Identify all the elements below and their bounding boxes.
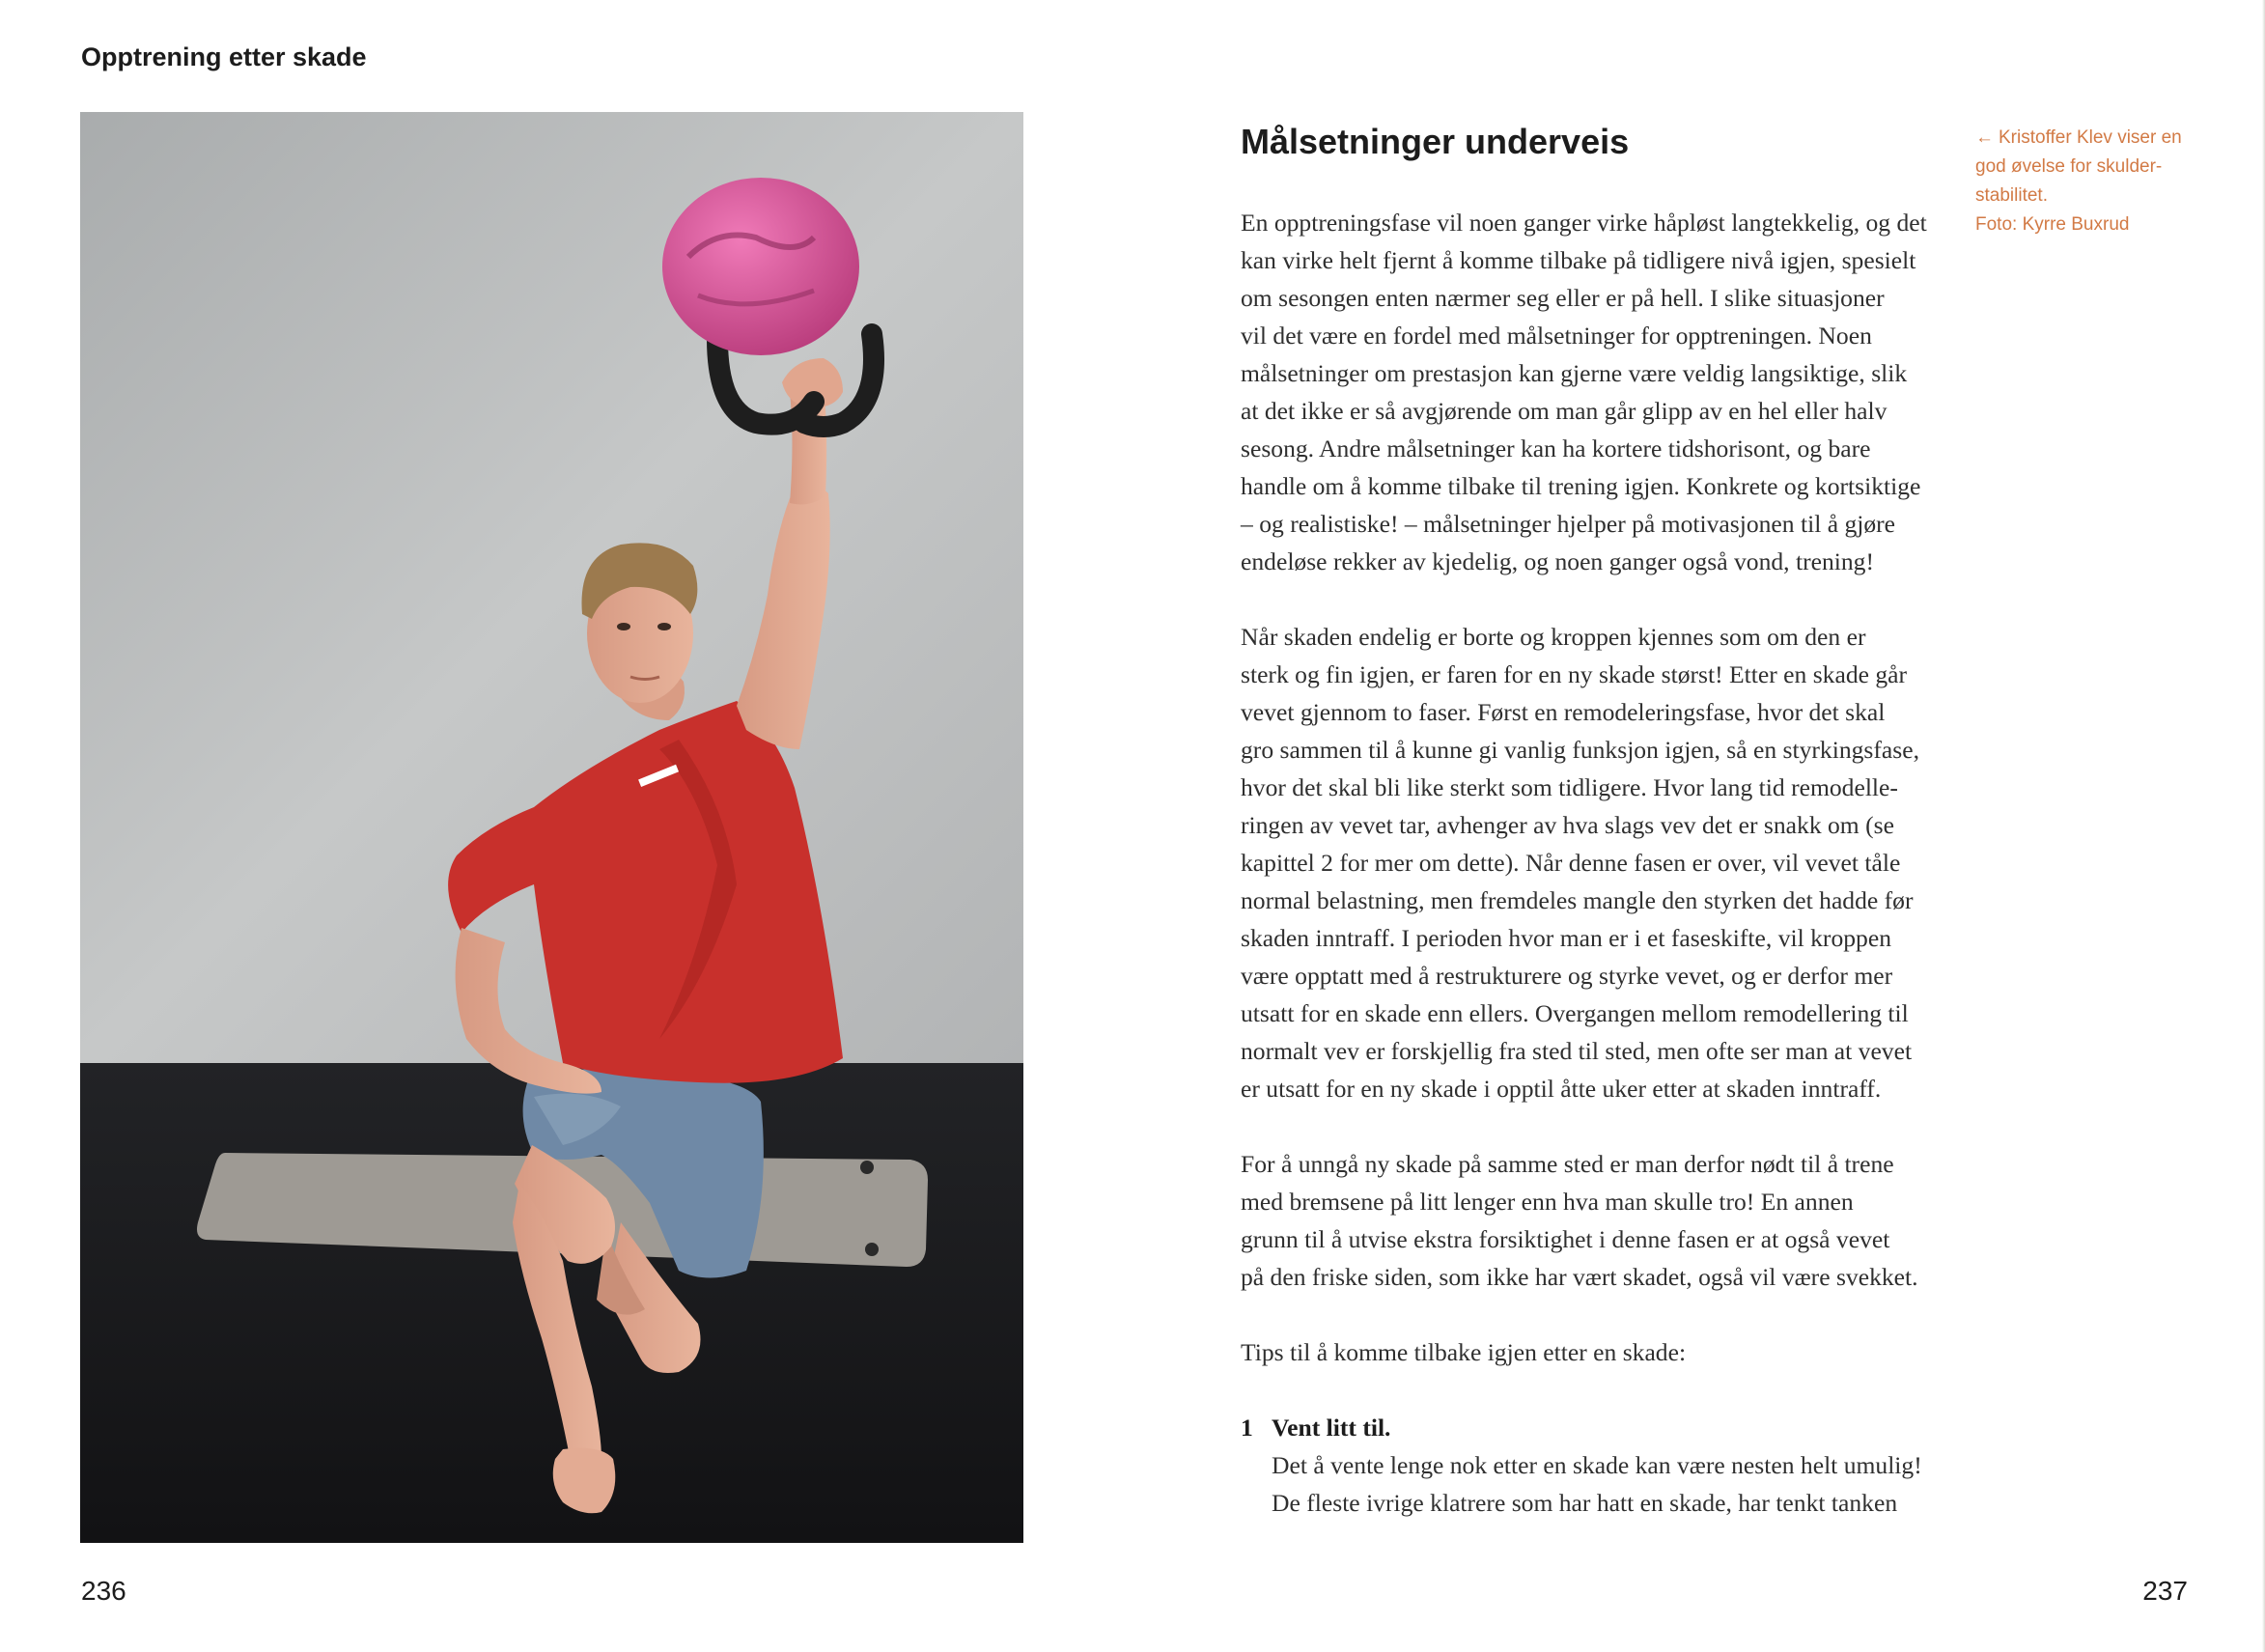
text-line: Tips til å komme tilbake igjen etter en skade: (1241, 1338, 1687, 1366)
text-line: om sesongen enten nærmer seg eller er på hell. I slike situasjoner (1241, 284, 1885, 312)
text-line: gro sammen til å kunne gi vanlig funksjon igjen, så en styrkingsfase, (1241, 736, 1919, 764)
paragraph-1 (1241, 204, 1938, 580)
text-line: Når skaden endelig er borte og kroppen kjennes som om den er (1241, 623, 1866, 651)
body-text (1241, 204, 1938, 1522)
text-line: kapittel 2 for mer om dette). Når denne fasen er over, vil vevet tåle (1241, 849, 1901, 877)
page-number-right: 237 (2142, 1576, 2188, 1606)
text-line: sterk og fin igjen, er faren for en ny skade størst! Etter en skade går (1241, 660, 1908, 688)
paragraph-2 (1241, 618, 1938, 1107)
photo-caption (1975, 124, 2207, 239)
text-line: vil det være en fordel med målsetninger for opptreningen. Noen (1241, 322, 1872, 350)
section-heading: Målsetninger underveis (1241, 122, 1630, 161)
text-line: normalt vev er forskjellig fra sted til sted, men ofte ser man at vevet (1241, 1037, 1913, 1065)
running-head: Opptrening etter skade (81, 42, 367, 71)
caption-line: god øvelse for skulder- (1975, 156, 2163, 177)
text-line: grunn til å utvise ekstra forsiktighet i denne fasen er at også vevet (1241, 1225, 1890, 1253)
text-line: For å unngå ny skade på samme sted er man derfor nødt til å trene (1241, 1150, 1894, 1178)
list-number: 1 (1241, 1414, 1253, 1442)
paragraph-3 (1241, 1145, 1938, 1296)
kettlebell (662, 178, 859, 355)
text-line: utsatt for en skade enn ellers. Overgangen mellom remodellering til (1241, 999, 1909, 1027)
text-line: – og realistiske! – målsetninger hjelper på motivasjonen til å gjøre (1241, 510, 1896, 538)
caption-line: Kristoffer Klev viser en (1999, 127, 2182, 148)
text-line: kan virke helt fjernt å komme tilbake på tidligere nivå igjen, spesielt (1241, 246, 1916, 274)
page-number-left: 236 (81, 1576, 126, 1606)
text-line: hvor det skal bli like sterkt som tidligere. Hvor lang tid remodelle- (1241, 773, 1898, 801)
text-line: at det ikke er så avgjørende om man går glipp av en hel eller halv (1241, 397, 1888, 425)
text-line: vevet gjennom to faser. Først en remodeleringsfase, hvor det skal (1241, 698, 1886, 726)
text-line: med bremsene på litt lenger enn hva man skulle tro! En annen (1241, 1188, 1854, 1216)
caption-line: stabilitet. (1975, 185, 2048, 206)
text-line: på den friske siden, som ikke har vært skadet, også vil være svekket. (1241, 1263, 1918, 1291)
arrow-left-icon: ← (1975, 127, 1994, 148)
text-line: handle om å komme tilbake til trening igjen. Konkrete og kortsiktige (1241, 472, 1921, 500)
paragraph-4 (1241, 1333, 1938, 1371)
text-line: ringen av vevet tar, avhenger av hva slags vev det er snakk om (se (1241, 811, 1894, 839)
text-line: være opptatt med å restrukturere og styrke vevet, og er derfor mer (1241, 962, 1893, 990)
text-line: endeløse rekker av kjedelig, og noen ganger også vond, trening! (1241, 547, 1874, 575)
text-line: skaden inntraff. I perioden hvor man er i et faseskifte, vil kroppen (1241, 924, 1891, 952)
list-item-title: Vent litt til. (1272, 1414, 1391, 1442)
exercise-photo (80, 112, 1023, 1543)
text-line: er utsatt for en ny skade i opptil åtte uker etter at skaden inntraff. (1241, 1075, 1882, 1103)
text-line: En opptreningsfase vil noen ganger virke håpløst langtekkelig, og det (1241, 209, 1927, 237)
caption-credit: Foto: Kyrre Buxrud (1975, 214, 2130, 235)
text-line: De fleste ivrige klatrere som har hatt en skade, har tenkt tanken (1272, 1489, 1898, 1517)
text-line: målsetninger om prestasjon kan gjerne være veldig langsiktige, slik (1241, 359, 1908, 387)
text-line: normal belastning, men fremdeles mangle den styrken det hadde før (1241, 886, 1914, 914)
tips-list-item (1241, 1409, 1938, 1522)
text-line: sesong. Andre målsetninger kan ha kortere tidshorisont, og bare (1241, 434, 1871, 462)
text-line: Det å vente lenge nok etter en skade kan være nesten helt umulig! (1272, 1451, 1922, 1479)
